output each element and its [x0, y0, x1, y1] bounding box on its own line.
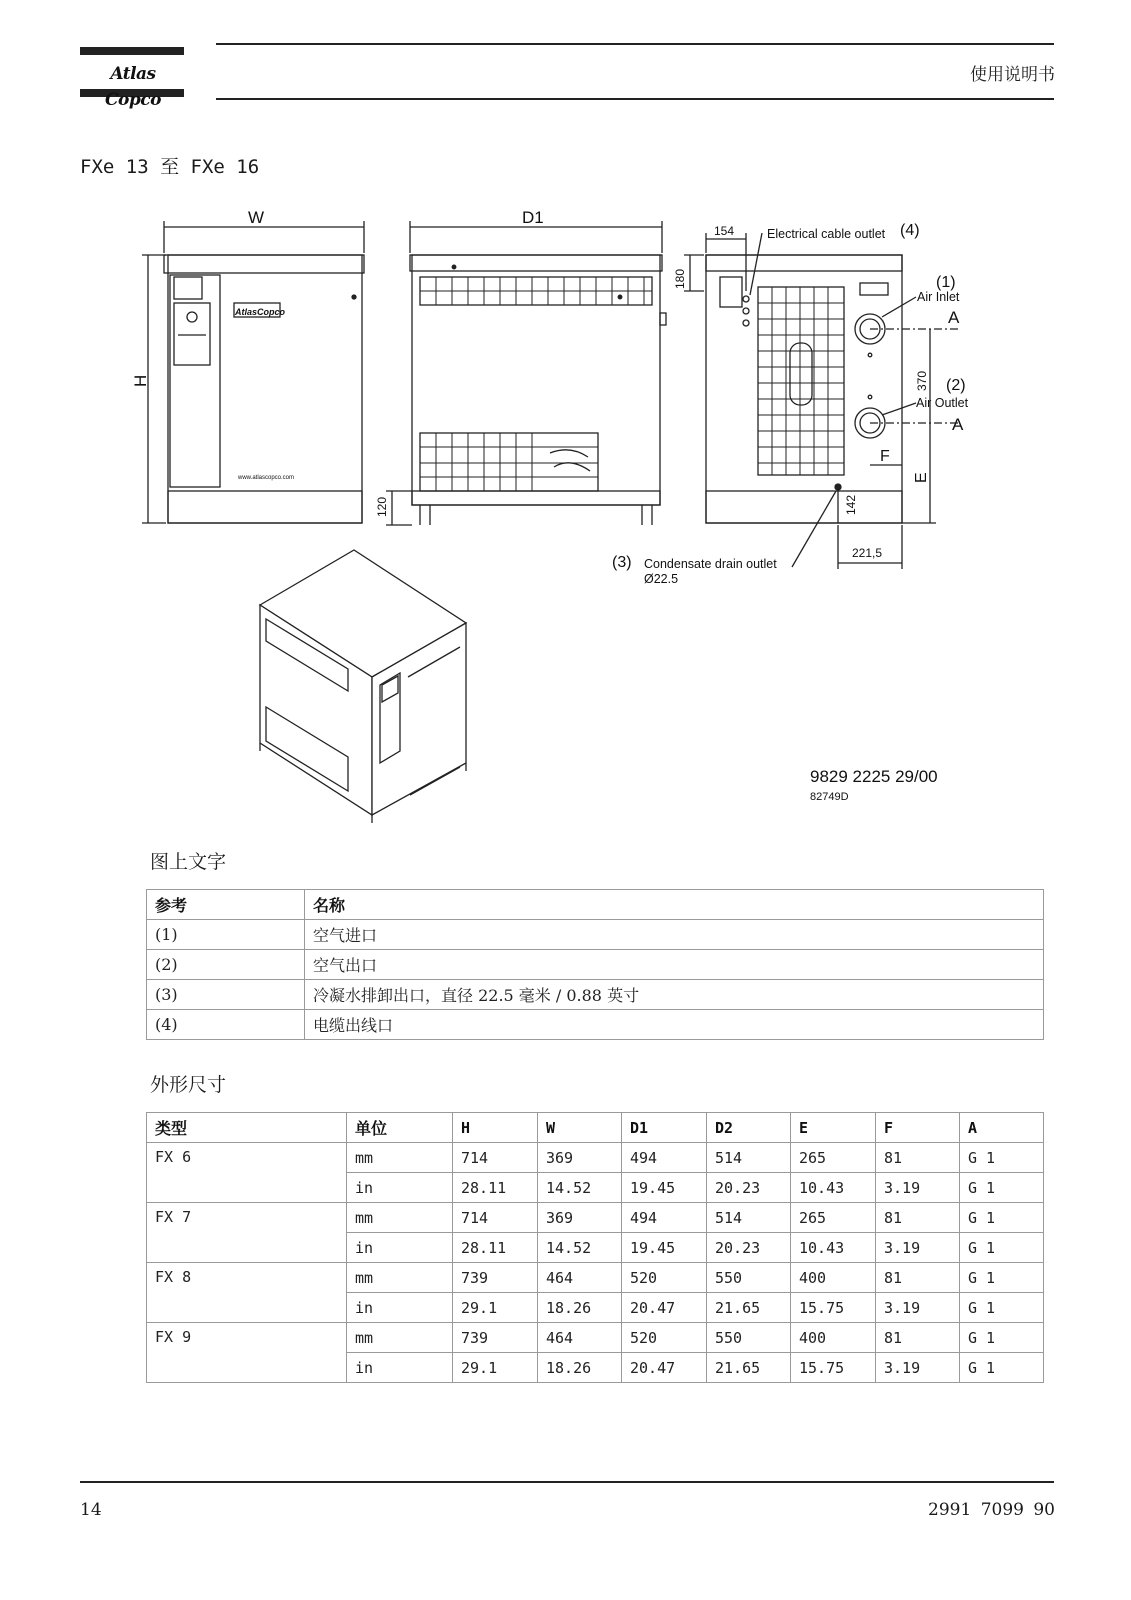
table-row	[147, 950, 1044, 980]
value-cell: 265	[791, 1203, 876, 1233]
value-cell: 400	[791, 1263, 876, 1293]
dimensions-table	[146, 1112, 1044, 1383]
value-cell: 514	[707, 1203, 791, 1233]
atlas-copco-logo	[80, 47, 186, 110]
table-row	[147, 1010, 1044, 1040]
value-cell: 19.45	[622, 1233, 707, 1263]
model-type-cell: FX 6	[147, 1143, 347, 1203]
side-view	[375, 208, 666, 525]
value-cell: 81	[876, 1203, 960, 1233]
value-cell: 20.23	[707, 1233, 791, 1263]
value-cell: G 1	[960, 1293, 1044, 1323]
table-header-row	[147, 890, 1044, 920]
value-cell: 81	[876, 1323, 960, 1353]
unit-cell: in	[347, 1353, 453, 1383]
dim-h-label: H	[131, 374, 150, 387]
drawing-number: 9829 2225 29/00	[810, 767, 938, 786]
value-cell: 550	[707, 1323, 791, 1353]
page-number: 14	[80, 1500, 102, 1520]
value-cell: 15.75	[791, 1353, 876, 1383]
value-cell: 19.45	[622, 1173, 707, 1203]
column-header: W	[538, 1113, 622, 1143]
value-cell: G 1	[960, 1233, 1044, 1263]
value-cell: 520	[622, 1323, 707, 1353]
drawing-code: 82749D	[810, 791, 849, 803]
value-cell: 714	[453, 1203, 538, 1233]
document-number: 2991 7099 90	[928, 1500, 1055, 1520]
table-row	[147, 1203, 1044, 1233]
value-cell: 265	[791, 1143, 876, 1173]
legend-heading: 图上文字	[150, 851, 227, 873]
dim-180-label: 180	[673, 268, 687, 289]
value-cell: G 1	[960, 1143, 1044, 1173]
value-cell: 369	[538, 1143, 622, 1173]
value-cell: 550	[707, 1263, 791, 1293]
callout-1-text: Air Inlet	[917, 290, 960, 304]
value-cell: 739	[453, 1263, 538, 1293]
value-cell: 21.65	[707, 1293, 791, 1323]
value-cell: 18.26	[538, 1293, 622, 1323]
value-cell: G 1	[960, 1203, 1044, 1233]
value-cell: 369	[538, 1203, 622, 1233]
value-cell: G 1	[960, 1353, 1044, 1383]
value-cell: 3.19	[876, 1173, 960, 1203]
dim-154-label: 154	[714, 224, 735, 238]
section-a-top-label: A	[948, 308, 960, 327]
column-header-reference: 参考	[147, 890, 305, 920]
column-header: A	[960, 1113, 1044, 1143]
dim-142-label: 142	[844, 494, 858, 515]
column-header-name: 名称	[305, 890, 1044, 920]
model-type-cell: FX 7	[147, 1203, 347, 1263]
reference-cell: (3)	[147, 980, 305, 1010]
callout-2-number: (2)	[946, 377, 966, 394]
unit-cell: in	[347, 1173, 453, 1203]
reference-cell: (4)	[147, 1010, 305, 1040]
dim-221-label: 221,5	[852, 546, 883, 560]
value-cell: 14.52	[538, 1173, 622, 1203]
column-header: F	[876, 1113, 960, 1143]
model-type-cell: FX 9	[147, 1323, 347, 1383]
column-header: 单位	[347, 1113, 453, 1143]
value-cell: 21.65	[707, 1353, 791, 1383]
dim-370-label: 370	[915, 370, 929, 391]
table-row	[147, 1143, 1044, 1173]
value-cell: 15.75	[791, 1293, 876, 1323]
value-cell: 3.19	[876, 1233, 960, 1263]
value-cell: 714	[453, 1143, 538, 1173]
name-cell: 冷凝水排卸出口，直径 22.5 毫米 / 0.88 英寸	[305, 980, 1044, 1010]
footer-rule	[80, 1481, 1054, 1483]
unit-cell: mm	[347, 1263, 453, 1293]
dim-f-label: F	[880, 448, 890, 465]
legend-table	[146, 889, 1044, 1040]
dim-w-label: W	[248, 208, 265, 227]
front-view	[131, 208, 364, 523]
value-cell: 400	[791, 1323, 876, 1353]
value-cell: 494	[622, 1143, 707, 1173]
dimensions-heading: 外形尺寸	[150, 1074, 227, 1096]
column-header: D1	[622, 1113, 707, 1143]
rear-view	[612, 222, 969, 586]
value-cell: 81	[876, 1263, 960, 1293]
value-cell: 28.11	[453, 1233, 538, 1263]
callout-3-text: Condensate drain outlet	[644, 557, 777, 571]
logo-bar	[80, 47, 184, 55]
panel-logo-text: AtlasCopco	[235, 307, 286, 317]
unit-cell: mm	[347, 1203, 453, 1233]
dim-120-label: 120	[375, 496, 389, 517]
table-row	[147, 920, 1044, 950]
callout-1-number: (1)	[936, 274, 956, 291]
column-header: D2	[707, 1113, 791, 1143]
callout-4-text: Electrical cable outlet	[767, 227, 886, 241]
value-cell: 20.47	[622, 1353, 707, 1383]
value-cell: 3.19	[876, 1353, 960, 1383]
unit-cell: mm	[347, 1143, 453, 1173]
unit-cell: mm	[347, 1323, 453, 1353]
value-cell: 3.19	[876, 1293, 960, 1323]
callout-3-number: (3)	[612, 554, 632, 571]
logo-text: Atlas Copco	[80, 61, 186, 87]
isometric-view	[260, 550, 466, 823]
value-cell: 10.43	[791, 1233, 876, 1263]
value-cell: 81	[876, 1143, 960, 1173]
website-text: www.atlascopco.com	[238, 475, 295, 481]
value-cell: 29.1	[453, 1353, 538, 1383]
value-cell: 464	[538, 1323, 622, 1353]
column-header: H	[453, 1113, 538, 1143]
unit-cell: in	[347, 1233, 453, 1263]
value-cell: 739	[453, 1323, 538, 1353]
dimension-drawing	[130, 195, 1030, 845]
name-cell: 电缆出线口	[305, 1010, 1044, 1040]
name-cell: 空气进口	[305, 920, 1044, 950]
dim-e-label: E	[913, 472, 930, 483]
value-cell: 514	[707, 1143, 791, 1173]
header-rule	[216, 43, 1054, 45]
value-cell: 14.52	[538, 1233, 622, 1263]
table-header-row	[147, 1113, 1044, 1143]
value-cell: 464	[538, 1263, 622, 1293]
value-cell: G 1	[960, 1263, 1044, 1293]
section-a-bottom-label: A	[952, 415, 964, 434]
value-cell: 18.26	[538, 1353, 622, 1383]
value-cell: 10.43	[791, 1173, 876, 1203]
unit-cell: in	[347, 1293, 453, 1323]
value-cell: 20.23	[707, 1173, 791, 1203]
value-cell: G 1	[960, 1323, 1044, 1353]
callout-2-text: Air Outlet	[916, 396, 969, 410]
dim-d1-label: D1	[522, 208, 544, 227]
value-cell: 520	[622, 1263, 707, 1293]
section-title: FXe 13 至 FXe 16	[80, 156, 260, 178]
reference-cell: (2)	[147, 950, 305, 980]
document-title: 使用说明书	[970, 65, 1055, 85]
header-rule	[216, 98, 1054, 100]
value-cell: 20.47	[622, 1293, 707, 1323]
column-header: E	[791, 1113, 876, 1143]
value-cell: 494	[622, 1203, 707, 1233]
value-cell: 29.1	[453, 1293, 538, 1323]
table-row	[147, 980, 1044, 1010]
reference-cell: (1)	[147, 920, 305, 950]
table-row	[147, 1263, 1044, 1293]
value-cell: G 1	[960, 1173, 1044, 1203]
model-type-cell: FX 8	[147, 1263, 347, 1323]
callout-4-number: (4)	[900, 222, 920, 239]
callout-3-size: Ø22.5	[644, 572, 679, 586]
table-row	[147, 1323, 1044, 1353]
value-cell: 28.11	[453, 1173, 538, 1203]
column-header: 类型	[147, 1113, 347, 1143]
name-cell: 空气出口	[305, 950, 1044, 980]
